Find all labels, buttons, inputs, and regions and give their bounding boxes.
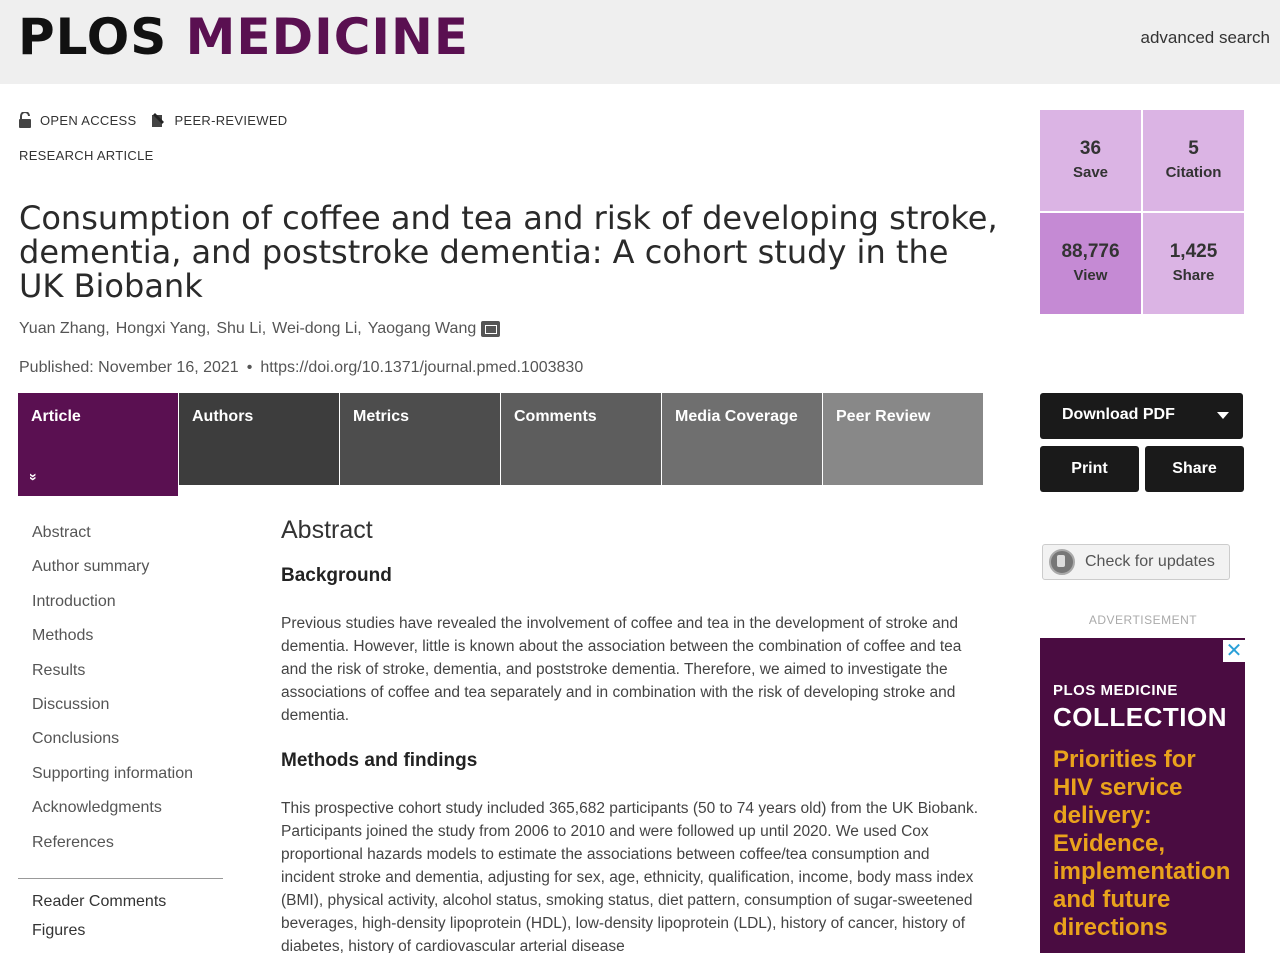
tab-label: Comments [514,408,597,425]
download-pdf-label: Download PDF [1062,406,1175,423]
advanced-search-link[interactable]: advanced search [1140,28,1270,47]
nav-item-acknowledgments[interactable]: Acknowledgments [32,799,162,817]
download-pdf-button[interactable] [1040,393,1243,439]
logo-plos: PLOS [18,8,168,66]
section-nav [32,523,232,867]
secondary-nav [32,892,166,950]
metric-label: Save [1072,163,1109,181]
article-type: RESEARCH ARTICLE [19,148,154,163]
metric-value: 88,776 [1061,240,1120,262]
share-button[interactable]: Share [1145,446,1244,492]
metric-label: Citation [1165,163,1222,181]
open-access-label: OPEN ACCESS [40,112,137,128]
caret-down-icon[interactable] [1217,412,1229,419]
ad-headline: Priorities for HIV service delivery: Evidence, implementation and future directions [1053,746,1231,941]
nav-item-supporting-information[interactable]: Supporting information [32,764,193,782]
nav-item-figures[interactable]: Figures [32,922,86,939]
tab-label: Peer Review [836,408,931,425]
nav-item-reader-comments[interactable]: Reader Comments [32,893,167,910]
tab-authors[interactable] [179,393,340,485]
tab-label: Article [31,408,81,425]
metric-value: 1,425 [1169,240,1218,262]
nav-item-abstract[interactable]: Abstract [32,524,91,541]
open-access-badge[interactable] [18,112,137,128]
author-list [19,320,500,338]
author-link[interactable]: Yaogang Wang [367,320,477,337]
site-header [0,0,1280,84]
metric-save[interactable] [1040,110,1141,211]
author-link[interactable]: Wei-dong Li [272,320,358,337]
crossmark-icon [1049,549,1075,575]
bullet-separator: • [246,359,253,376]
tab-comments[interactable] [501,393,662,485]
nav-item-methods[interactable]: Methods [32,627,94,645]
article-badges [18,111,287,129]
print-button[interactable]: Print [1040,446,1139,492]
tab-peer-review[interactable] [823,393,983,485]
tab-article[interactable] [18,393,179,496]
published-date: Published: November 16, 2021 [19,359,239,376]
tab-metrics[interactable] [340,393,501,485]
metric-citation[interactable] [1143,110,1244,211]
check-updates-label: Check for updates [1085,553,1215,570]
tab-media-coverage[interactable] [662,393,823,485]
peer-reviewed-badge[interactable] [149,111,288,129]
peer-reviewed-label: PEER-REVIEWED [174,112,288,128]
article-tabs [18,393,983,485]
article-metrics [1040,110,1244,314]
abstract-heading: Abstract [281,516,373,544]
author-separator: , [357,320,362,337]
author-separator: , [105,320,110,337]
nav-item-introduction[interactable]: Introduction [32,592,116,610]
author-link[interactable]: Shu Li [216,320,262,337]
advertisement-label: ADVERTISEMENT [1088,613,1198,627]
doi-link[interactable]: https://doi.org/10.1371/journal.pmed.1003830 [260,359,584,376]
metric-view[interactable] [1040,213,1141,314]
check-for-updates-button[interactable] [1042,544,1230,580]
metric-value: 5 [1188,137,1199,159]
ad-brand: PLOS MEDICINE [1053,682,1178,699]
ad-collection: COLLECTION [1053,702,1227,732]
nav-item-references[interactable]: References [32,833,114,851]
abstract-section [281,515,986,953]
metric-value: 36 [1079,137,1102,159]
background-heading: Background [281,565,392,586]
email-icon[interactable] [481,321,500,337]
article-title: Consumption of coffee and tea and risk of developing stroke, dementia, and poststroke dementia: A cohort study in the UK Biobank [19,199,998,305]
methods-paragraph: This prospective cohort study included 365,682 participants (50 to 74 years old) from the UK Biobank. Participants joined the study from 2006 to 2010 and were followed up until 2020. We used Cox proportional hazards models to estimate the associations between coffee/tea consumption and incident stroke and dementia, adjusting for sex, age, ethnicity, qualification, income, body mass index (BMI), physical activity, alcohol status, smoking status, diet pattern, consumption of sugar-sweetened beverages, high-density lipoprotein (HDL), low-density lipoprotein (LDL), history of cancer, history of diabetes, history of cardiovascular arterial disease [281,800,979,953]
advertisement-banner[interactable] [1040,638,1245,953]
nav-item-discussion[interactable]: Discussion [32,695,110,713]
chevron-down-icon: » [25,473,42,481]
close-icon[interactable]: ✕ [1223,640,1245,662]
methods-heading: Methods and findings [281,750,478,771]
tab-label: Metrics [353,408,410,425]
nav-item-conclusions[interactable]: Conclusions [32,730,120,748]
logo-medicine: MEDICINE [185,8,469,66]
plos-medicine-logo[interactable] [18,8,469,66]
author-link[interactable]: Hongxi Yang [115,320,206,337]
metric-share[interactable] [1143,213,1244,314]
nav-divider [18,878,223,879]
tab-label: Media Coverage [675,408,798,425]
publication-info [19,359,583,377]
metric-label: View [1073,266,1108,284]
author-separator: , [261,320,267,337]
author-separator: , [205,320,211,337]
background-paragraph: Previous studies have revealed the involvement of coffee and tea in the development of stroke and dementia. However, little is known about the association between the combination of coffee and tea and the risk of stroke, dementia, and poststroke dementia. Therefore, we aimed to investigate the associations of coffee and tea separately and in combination with the risk of developing stroke and dementia. [281,615,962,724]
metric-label: Share [1172,266,1215,284]
nav-item-results[interactable]: Results [32,661,86,679]
tab-label: Authors [192,408,254,425]
unlock-icon [18,112,32,128]
peer-review-icon [149,111,167,129]
author-link[interactable]: Yuan Zhang [19,320,106,337]
nav-item-author-summary[interactable]: Author summary [32,558,150,576]
